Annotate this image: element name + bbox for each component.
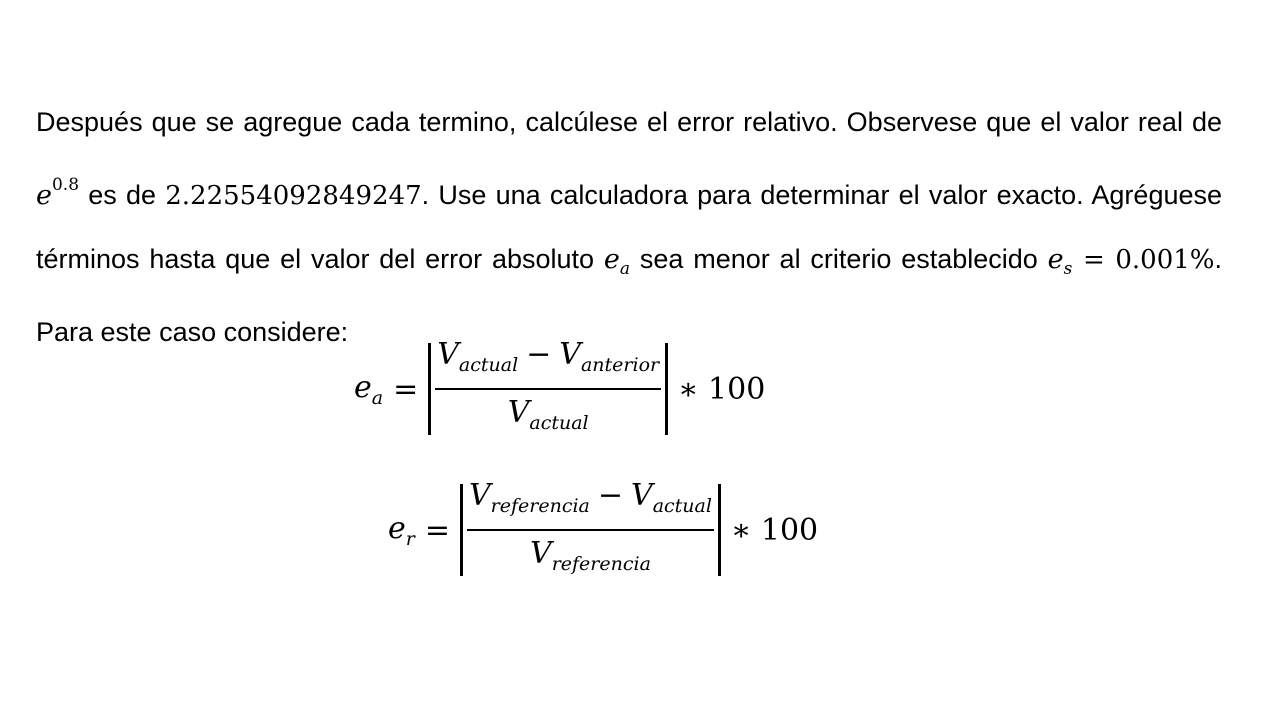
- es-equals: =: [1072, 245, 1116, 275]
- ea-subscript: a: [619, 259, 631, 279]
- eq-er-equals: =: [424, 512, 450, 548]
- eq-er-denominator: [530, 531, 651, 583]
- paragraph-text-5: . Para este caso considere:: [36, 244, 1222, 347]
- eq-ea-num-b-base: V: [559, 337, 581, 372]
- eq-ea-multiplier: ∗ 100: [678, 371, 766, 407]
- eq-ea-minus: −: [526, 337, 552, 372]
- eq-er-fraction: [463, 477, 718, 583]
- eq-ea-lhs: [354, 370, 383, 409]
- eq-ea-equals: =: [393, 371, 419, 407]
- equation-absolute-error: [354, 336, 765, 442]
- paragraph-text-4: sea menor al criterio establecido: [630, 244, 1048, 274]
- eq-ea-numerator: [435, 336, 661, 388]
- eq-er-num-b-sub: actual: [652, 495, 712, 517]
- eq-er-num-b-base: V: [631, 478, 653, 513]
- ea-symbol: e: [603, 244, 620, 275]
- eq-er-numerator: [467, 477, 714, 529]
- eq-ea-lhs-sub: a: [371, 386, 384, 409]
- eq-er-minus: −: [597, 478, 624, 513]
- eq-ea-abs-bar-right: [665, 343, 668, 435]
- instruction-paragraph: [36, 91, 1222, 364]
- eq-er-num-a-sub: referencia: [490, 495, 590, 517]
- eq-er-den-base: V: [530, 536, 552, 571]
- eq-ea-num-a-sub: actual: [458, 354, 519, 376]
- eq-er-lhs: [388, 511, 415, 550]
- paragraph-text-2: es de: [79, 180, 166, 210]
- eq-ea-lhs-base: e: [354, 369, 372, 405]
- es-symbol: e: [1047, 244, 1064, 275]
- eq-er-abs-bar-right: [718, 484, 721, 576]
- exponent: 0.8: [51, 175, 80, 195]
- eq-er-lhs-base: e: [388, 510, 406, 546]
- equation-relative-error: [388, 477, 818, 583]
- eq-ea-fraction: [431, 336, 665, 442]
- eq-ea-num-b-sub: anterior: [580, 354, 660, 376]
- tolerance-value: 0.001%: [1115, 245, 1215, 275]
- paragraph-text-1: Después que se agregue cada termino, calcúlese el error relativo. Observese que el valor real de: [36, 107, 1222, 137]
- true-value: 2.22554092849247: [165, 181, 422, 211]
- eq-er-multiplier: ∗ 100: [730, 512, 819, 548]
- es-subscript: s: [1063, 259, 1073, 279]
- eq-er-den-sub: referencia: [551, 553, 651, 575]
- euler-e: e: [36, 180, 52, 211]
- eq-ea-den-base: V: [507, 395, 530, 430]
- eq-ea-denominator: [508, 390, 589, 442]
- eq-er-lhs-sub: r: [405, 527, 415, 550]
- paragraph-text-3: . Use una calculadora para determinar el valor exacto. Agréguese términos hasta que el valor del error absoluto: [36, 180, 1223, 274]
- eq-ea-den-sub: actual: [529, 412, 589, 434]
- eq-ea-num-a-base: V: [437, 337, 459, 372]
- eq-er-num-a-base: V: [469, 478, 491, 513]
